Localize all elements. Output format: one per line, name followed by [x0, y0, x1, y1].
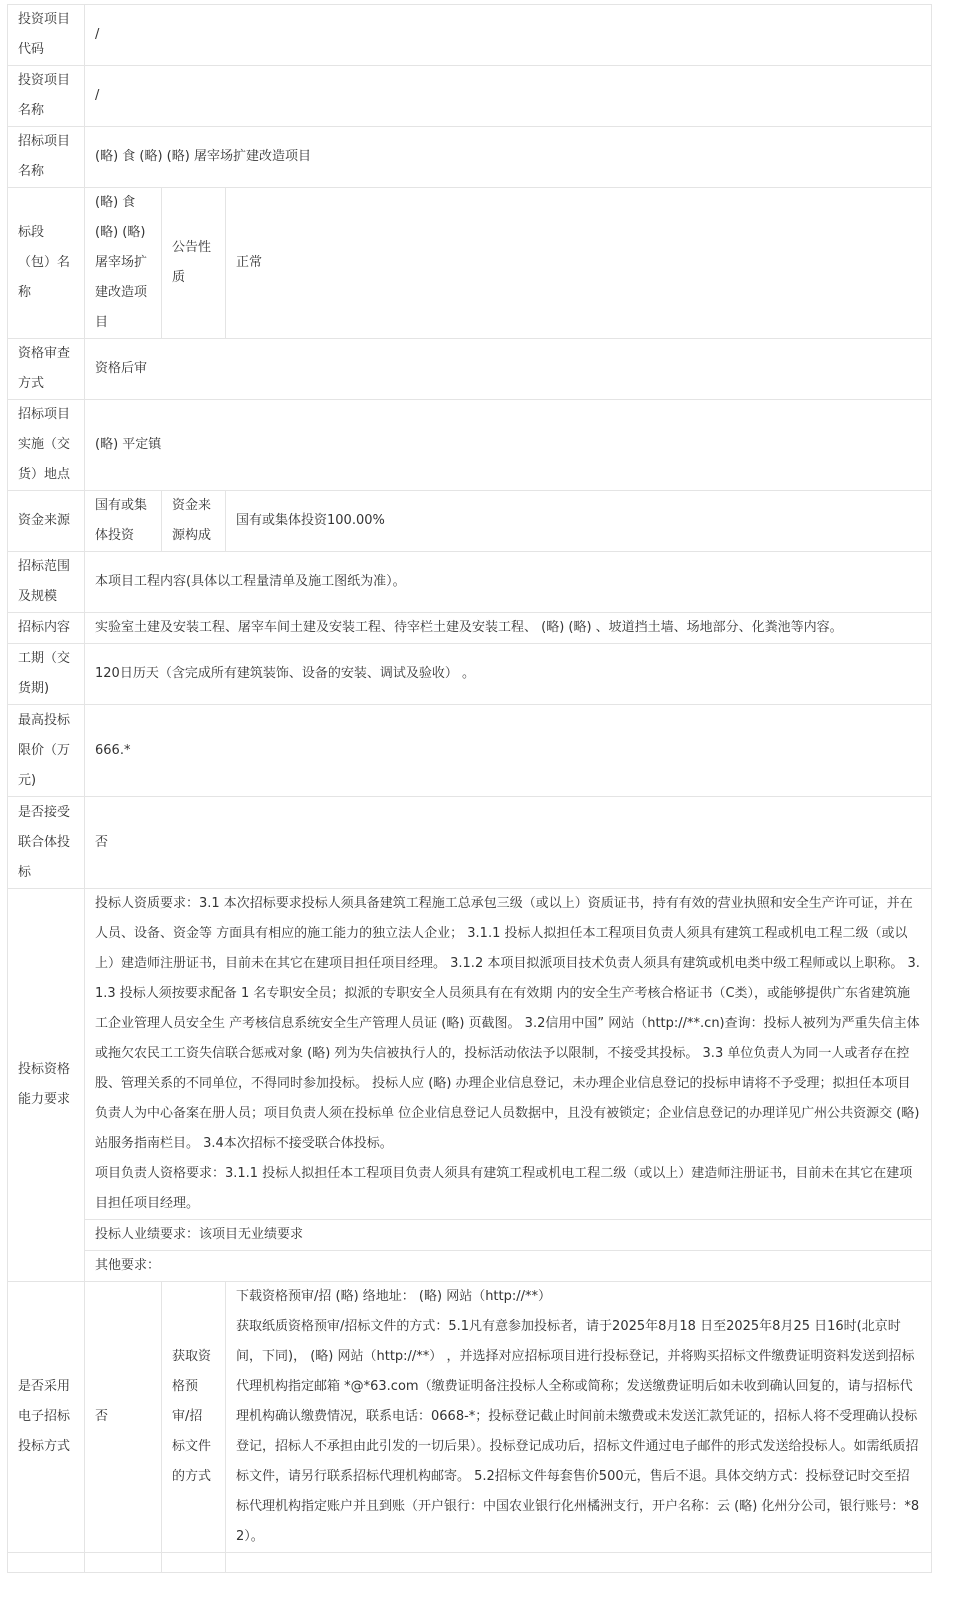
label-project-code: 投资项目代码	[8, 5, 85, 66]
label-fund-source: 资金来源	[8, 491, 85, 552]
label-project-name: 投资项目名称	[8, 66, 85, 127]
value-duration: 120日历天（含完成所有建筑装饰、设备的安装、调试及验收） 。	[85, 644, 932, 705]
trailing-cell	[162, 1553, 226, 1573]
value-capability	[85, 889, 932, 1220]
row-duration	[8, 644, 932, 705]
tender-notice-table-container	[7, 4, 931, 1573]
trailing-cell	[226, 1553, 932, 1573]
label-tender-project-name: 招标项目名称	[8, 127, 85, 188]
trailing-cell	[8, 1553, 85, 1573]
label-notice-type: 公告性质	[162, 188, 226, 339]
value-tender-project-name: (略) 食 (略) (略) 屠宰场扩建改造项目	[85, 127, 932, 188]
label-fund-composition: 资金来源构成	[162, 491, 226, 552]
row-location	[8, 400, 932, 491]
row-max-price	[8, 705, 932, 797]
value-other-requirement: 其他要求：	[85, 1251, 932, 1282]
value-joint-venture: 否	[85, 797, 932, 889]
value-fund-source: 国有或集体投资	[85, 491, 162, 552]
row-tender-project-name	[8, 127, 932, 188]
tender-notice-table	[7, 4, 932, 1573]
trailing-cell	[85, 1553, 162, 1573]
value-obtain-documents	[226, 1282, 932, 1553]
label-joint-venture: 是否接受联合体投标	[8, 797, 85, 889]
value-qualification-review: 资格后审	[85, 339, 932, 400]
row-capability-performance	[8, 1220, 932, 1251]
row-qualification-review	[8, 339, 932, 400]
row-scope	[8, 552, 932, 613]
value-content: 实验室土建及安装工程、屠宰车间土建及安装工程、待宰栏土建及安装工程、 (略) (略) 、坡道挡土墙、场地部分、化粪池等内容。	[85, 613, 932, 644]
label-duration: 工期（交货期)	[8, 644, 85, 705]
manager-qualification-requirement: 项目负责人资格要求：3.1.1 投标人拟担任本工程项目负责人须具有建筑工程或机电工程二级（或以上）建造师注册证书，目前未在其它在建项目担任项目经理。	[95, 1166, 913, 1211]
row-fund-source	[8, 491, 932, 552]
row-capability-other	[8, 1251, 932, 1282]
row-capability-main	[8, 889, 932, 1220]
value-notice-type: 正常	[226, 188, 932, 339]
value-fund-composition: 国有或集体投资100.00%	[226, 491, 932, 552]
value-project-name: /	[85, 66, 932, 127]
row-joint-venture	[8, 797, 932, 889]
row-trailing	[8, 1553, 932, 1573]
label-capability: 投标资格能力要求	[8, 889, 85, 1282]
value-max-price: 666.*	[85, 705, 932, 797]
label-location: 招标项目实施（交货）地点	[8, 400, 85, 491]
label-content: 招标内容	[8, 613, 85, 644]
row-content	[8, 613, 932, 644]
value-scope: 本项目工程内容(具体以工程量清单及施工图纸为准）。	[85, 552, 932, 613]
row-project-code	[8, 5, 932, 66]
value-electronic-bidding: 否	[85, 1282, 162, 1553]
value-section-name: (略) 食 (略) (略) 屠宰场扩建改造项目	[85, 188, 162, 339]
value-project-code: /	[85, 5, 932, 66]
row-project-name	[8, 66, 932, 127]
label-obtain-documents: 获取资格预审/招标文件的方式	[162, 1282, 226, 1553]
label-section-name: 标段（包）名称	[8, 188, 85, 339]
bidder-qualification-requirement: 投标人资质要求：3.1 本次招标要求投标人须具备建筑工程施工总承包三级（或以上）资质证书，持有有效的营业执照和安全生产许可证，并在人员、设备、资金等 方面具有相应的施工能力的独立法人企业； 3.1.1 投标人拟担任本工程项目负责人须具有建筑工程或机电工程二级（或以上）建造师注册证书，目前未在其它在建项目担任项目经理。 3.1.2 本项目拟派项目技术负责人须具有建筑或机电类中级工程师或以上职称。 3.1.3 投标人须按要求配备 1 名专职安全员；拟派的专职安全人员须具有在有效期 内的安全生产考核合格证书（C类），或能够提供广东省建筑施工企业管理人员安全生 产考核信息系统安全生产管理人员证 (略) 页截图。 3.2信用中国” 网站（http://**.cn)查询：投标人被列为严重失信主体或拖欠农民工工资失信联合惩戒对象 (略) 列为失信被执行人的，投标活动依法予以限制，不接受其投标。 3.3 单位负责人为同一人或者存在控股、管理关系的不同单位，不得同时参加投标。 投标人应 (略) 办理企业信息登记，未办理企业信息登记的投标申请将不予受理；拟担任本项目负责人为中心备案在册人员；项目负责人须在投标单 位企业信息登记人员数据中，且没有被锁定；企业信息登记的办理详见广州公共资源交 (略) 站服务指南栏目。 3.4本次招标不接受联合体投标。	[95, 896, 920, 1151]
value-location: (略) 平定镇	[85, 400, 932, 491]
label-electronic-bidding: 是否采用电子招标投标方式	[8, 1282, 85, 1553]
label-max-price: 最高投标限价（万元)	[8, 705, 85, 797]
row-electronic-bidding	[8, 1282, 932, 1553]
row-section-name	[8, 188, 932, 339]
value-performance-requirement: 投标人业绩要求：该项目无业绩要求	[85, 1220, 932, 1251]
paper-document-method-text: 获取纸质资格预审/招标文件的方式：5.1凡有意参加投标者，请于2025年8月18 日至2025年8月25 日16时(北京时间，下同)， (略) 网站（http://**） ，并选择对应招标项目进行投标登记，并将购买招标文件缴费证明资料发送到招标代理机构指定邮箱 *@*63.com（缴费证明备注投标人全称或简称；发送缴费证明后如未收到确认回复的，请与招标代理机构确认缴费情况，联系电话：0668-*；投标登记截止时间前未缴费或未发送汇款凭证的，招标人将不受理确认投标登记，招标人不承担由此引发的一切后果）。投标登记成功后，招标文件通过电子邮件的形式发送给投标人。如需纸质招标文件，请另行联系招标代理机构邮寄。 5.2招标文件每套售价500元，售后不退。具体交纳方式：投标登记时交至招标代理机构指定账户并且到账（开户银行：中国农业银行化州橘洲支行，开户名称：云 (略) 化州分公司，银行账号：*82）。	[236, 1319, 920, 1544]
label-qualification-review: 资格审查方式	[8, 339, 85, 400]
download-address-text: 下载资格预审/招 (略) 络地址： (略) 网站（http://**）	[236, 1289, 552, 1304]
label-scope: 招标范围及规模	[8, 552, 85, 613]
